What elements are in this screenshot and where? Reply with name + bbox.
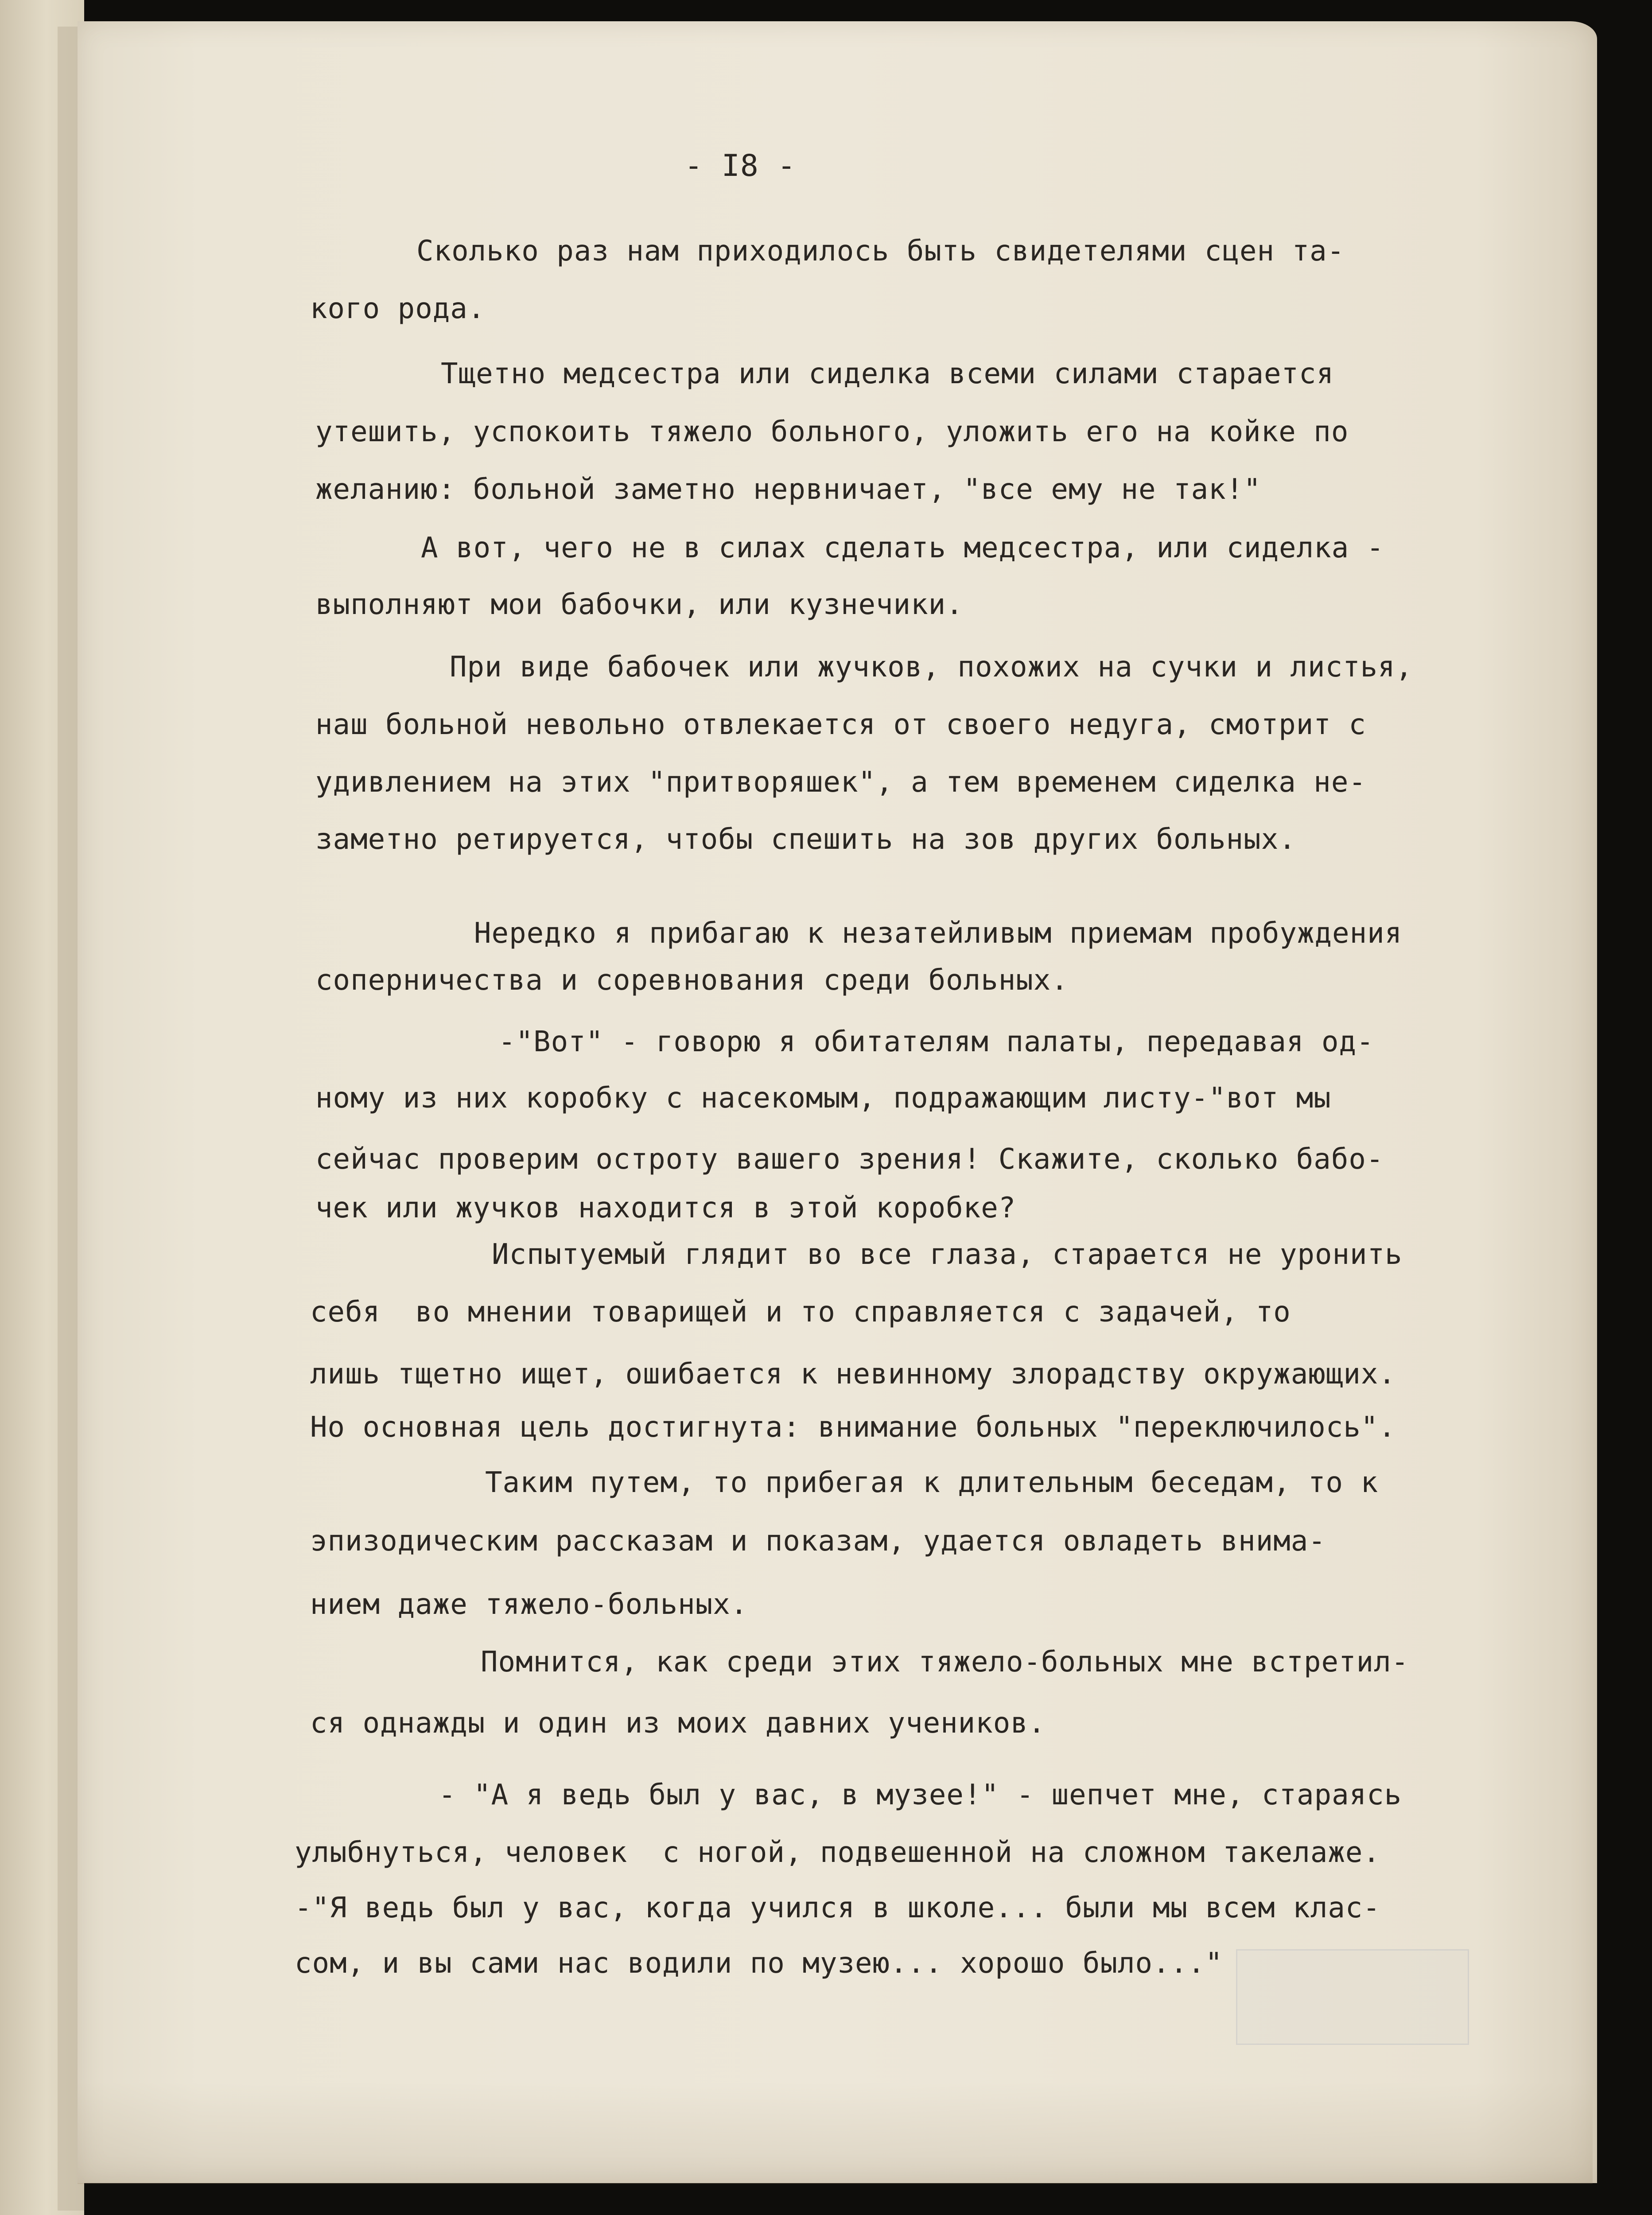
text-line: лишь тщетно ищет, ошибается к невинному злорадству окружающих. bbox=[310, 1358, 1396, 1391]
text-line: наш больной невольно отвлекается от своего недуга, смотрит с bbox=[315, 708, 1366, 741]
text-line: - "А я ведь был у вас, в музее!" - шепчет мне, стараясь bbox=[439, 1779, 1402, 1811]
text-line: ся однажды и один из моих давних учеников. bbox=[310, 1707, 1046, 1740]
text-line: утешить, успокоить тяжело больного, уложить его на койке по bbox=[315, 416, 1349, 448]
text-line: Сколько раз нам приходилось быть свидетелями сцен та- bbox=[416, 235, 1345, 268]
text-line: ному из них коробку с насекомым, подражающим листу-"вот мы bbox=[315, 1082, 1331, 1115]
text-line: соперничества и соревнования среди больных. bbox=[315, 964, 1069, 997]
text-line: При виде бабочек или жучков, похожих на сучки и листья, bbox=[450, 651, 1413, 684]
text-line: кого рода. bbox=[310, 292, 486, 325]
text-line: Тщетно медсестра или сиделка всеми силами старается bbox=[441, 358, 1334, 390]
text-line: сом, и вы сами нас водили по музею... хорошо было..." bbox=[295, 1947, 1223, 1980]
text-line: удивлением на этих "притворяшек", а тем временем сиделка не- bbox=[315, 766, 1366, 799]
text-line: выполняют мои бабочки, или кузнечики. bbox=[315, 588, 964, 621]
text-line: Таким путем, то прибегая к длительным беседам, то к bbox=[485, 1466, 1379, 1499]
text-line: нием даже тяжело-больных. bbox=[310, 1588, 748, 1621]
text-line: -"Я ведь был у вас, когда учился в школе... были мы всем клас- bbox=[295, 1892, 1380, 1924]
text-line: -"Вот" - говорю я обитателям палаты, передавая од- bbox=[498, 1026, 1374, 1058]
text-line: чек или жучков находится в этой коробке? bbox=[315, 1192, 1016, 1224]
text-line: эпизодическим рассказам и показам, удается овладеть внима- bbox=[310, 1525, 1326, 1558]
text-line: А вот, чего не в силах сделать медсестра, или сиделка - bbox=[421, 532, 1384, 564]
text-line: заметно ретируется, чтобы спешить на зов других больных. bbox=[315, 823, 1296, 856]
page-number: - I8 - bbox=[684, 148, 796, 183]
text-line: Но основная цель достигнута: внимание больных "переключилось". bbox=[310, 1411, 1396, 1444]
text-line: Нередко я прибагаю к незатейливым приемам пробуждения bbox=[474, 917, 1403, 950]
text-line: желанию: больной заметно нервничает, "все ему не так!" bbox=[315, 473, 1261, 506]
text-line: Испытуемый глядит во все глаза, старается не уронить bbox=[492, 1238, 1403, 1271]
text-line: себя во мнении товарищей и то справляется с задачей, то bbox=[310, 1296, 1291, 1329]
text-line: Помнится, как среди этих тяжело-больных мне встретил- bbox=[481, 1646, 1409, 1679]
text-line: сейчас проверим остроту вашего зрения! Скажите, сколько бабо- bbox=[315, 1143, 1384, 1176]
text-line: улыбнуться, человек с ногой, подвешенной на сложном такелаже. bbox=[295, 1836, 1380, 1869]
